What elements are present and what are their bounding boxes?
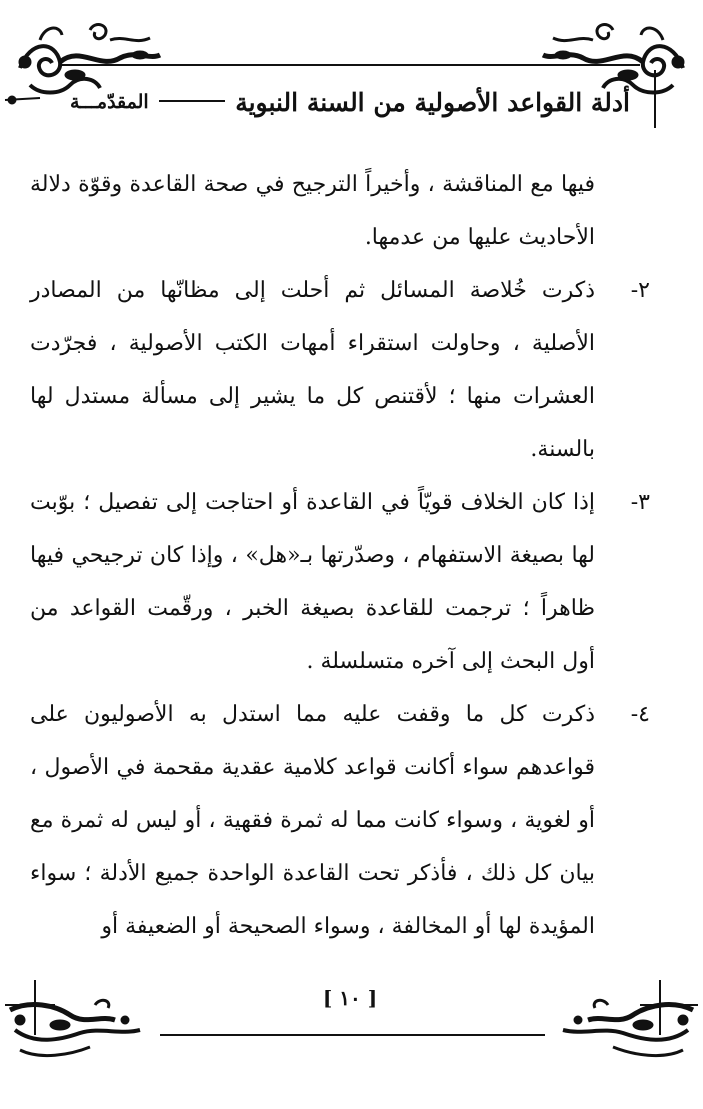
list-item — [30, 264, 650, 476]
list-item-text: ذكرت كل ما وقفت عليه مما استدل به الأصوليون على قواعدهم سواء أكانت قواعد كلامية عقدية مقحمة في الأصول ، أو لغوية ، وسواء كانت مما له ثمرة فقهية ، أو ليس له ثمرة مع بيان كل ذلك ، فأذكر تحت القاعدة الواحدة جميع الأدلة ؛ سواء المؤيدة لها أو المخالفة ، وسواء الصحيحة أو الضعيفة أو — [30, 702, 596, 939]
header-book-title: أدلة القواعد الأصولية من السنة النبوية — [235, 87, 630, 117]
running-header — [70, 82, 630, 122]
header-divider-line — [159, 100, 225, 102]
bottom-left-scroll-ornament — [5, 980, 140, 1056]
list-item-number: ٤- — [630, 702, 650, 727]
page-number: [ ١٠ ] — [322, 986, 378, 1010]
header-section-name: المقدّمـــة — [70, 91, 149, 113]
bottom-right-scroll-ornament — [563, 980, 698, 1056]
list-item-number: ٢- — [630, 278, 650, 303]
list-item — [30, 476, 650, 688]
list-item — [30, 688, 650, 953]
intro-paragraph: فيها مع المناقشة ، وأخيراً الترجيح في صحة القاعدة وقوّة دلالة الأحاديث عليها من عدمها. — [30, 172, 595, 250]
list-item-number: ٣- — [630, 490, 650, 515]
list-item-text: ذكرت خُلاصة المسائل ثم أحلت إلى مظانّها من المصادر الأصلية ، وحاولت استقراء أمهات الكتب الأصولية ، فجرّدت العشرات منها ؛ لأقتنص كل ما يشير إلى مسألة مستدل لها بالسنة. — [30, 278, 595, 462]
page-body — [30, 158, 650, 953]
list-item-text: إذا كان الخلاف قويّاً في القاعدة أو احتاجت إلى تفصيل ؛ بوّبت لها بصيغة الاستفهام ، وصدّرتها بـ«هل» ، وإذا كان ترجيحي فيها ظاهراً ؛ ترجمت للقاعدة بصيغة الخبر ، ورقّمت القواعد من أول البحث إلى آخره متسلسلة . — [30, 490, 595, 674]
bottom-ornament-frame — [0, 975, 703, 1109]
